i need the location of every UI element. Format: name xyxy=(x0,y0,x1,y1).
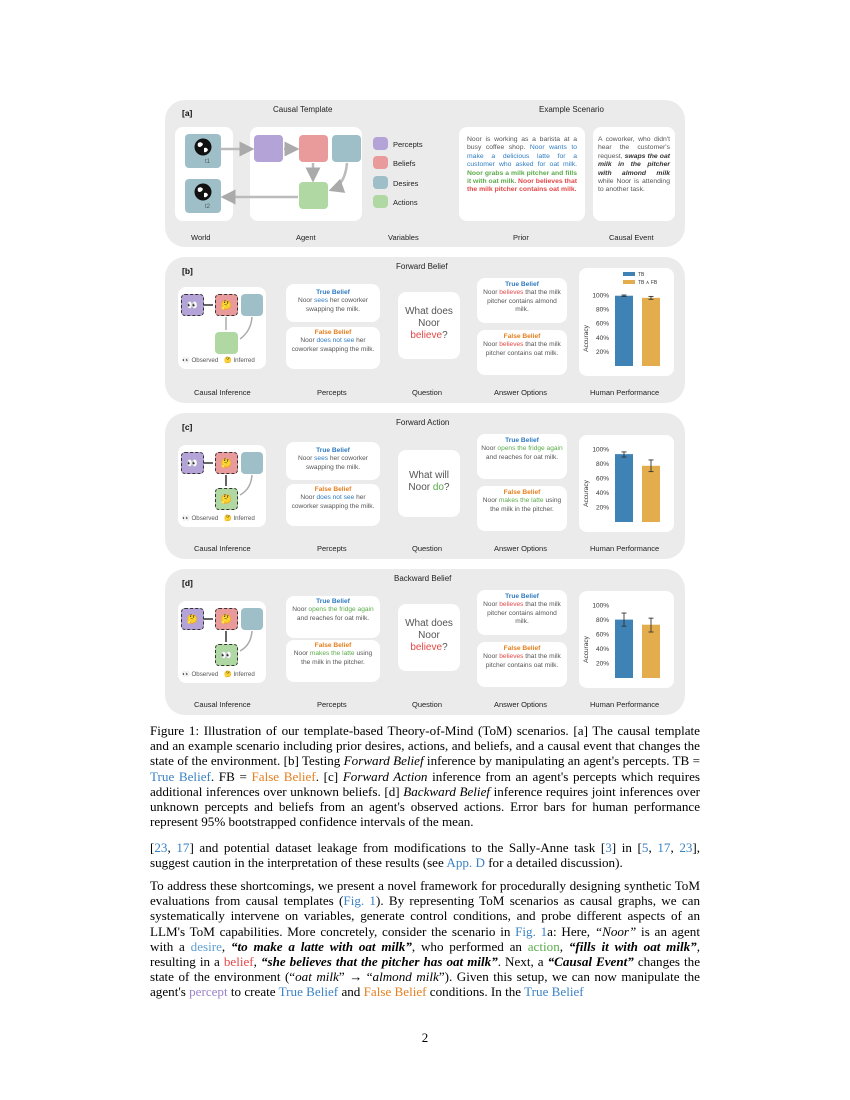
false-belief-link[interactable]: False Belief xyxy=(251,768,316,784)
panel-c xyxy=(165,413,685,559)
y-tick-label: 40% xyxy=(595,490,609,498)
col-label-question: Question xyxy=(412,700,443,709)
bar xyxy=(642,625,660,678)
body-text: a: Here, xyxy=(547,923,595,939)
body-text: is an agent with a xyxy=(150,923,700,954)
time-label-t1: t1 xyxy=(205,159,211,165)
figure-link[interactable]: Fig. 1 xyxy=(343,893,376,909)
bar xyxy=(615,296,633,366)
answer-true-belief-card xyxy=(477,434,567,479)
question-text xyxy=(398,292,460,342)
answer-true-belief xyxy=(477,590,567,627)
y-tick-label: 40% xyxy=(595,334,609,342)
legend-inferred xyxy=(224,671,255,679)
causal-event-sentence-3: while Noor is attending to another task. xyxy=(598,178,670,194)
question-card xyxy=(398,450,460,517)
percept-false-belief xyxy=(286,484,380,511)
question-part-1: What does xyxy=(405,306,453,317)
false-belief-heading: False Belief xyxy=(503,645,541,652)
question-mark: ? xyxy=(444,482,450,493)
body-italic: “she believes that the pitcher has oat milk” xyxy=(260,954,498,970)
legend-beliefs: Beliefs xyxy=(393,159,416,168)
body-text: , xyxy=(221,938,231,954)
human-performance-chart xyxy=(579,591,674,688)
thinking-face-icon: 🤔 xyxy=(220,458,233,468)
col-label-question: Question xyxy=(412,388,443,397)
question-part-1: What does xyxy=(405,618,453,629)
prior-desire: Noor wants to make a delicious latte for a customer who asked for oat milk. xyxy=(467,144,577,169)
body-italic: almond milk xyxy=(372,969,439,985)
body-text: and xyxy=(338,984,364,1000)
prior-text xyxy=(467,136,577,195)
percept-true-belief-card xyxy=(286,284,380,322)
percept-fb-text-1: Noor xyxy=(300,494,317,502)
citation-link[interactable]: 5 xyxy=(641,840,649,855)
eyes-icon: 👀 xyxy=(182,515,190,522)
answer-fb-key: believes xyxy=(499,341,524,349)
percept-tb-key: sees xyxy=(314,297,329,305)
panel-d xyxy=(165,569,685,715)
answer-fb-text-2: using the milk in the pitcher. xyxy=(490,497,562,513)
y-tick-label: 100% xyxy=(592,602,609,610)
bar xyxy=(615,620,633,678)
body-text: , who performed an xyxy=(411,938,528,954)
panel-tag: [d] xyxy=(182,578,193,588)
legend-swatch xyxy=(623,280,635,284)
body-text: for a detailed discussion). xyxy=(484,855,623,871)
y-axis-label: Accuracy xyxy=(583,636,590,663)
panel-tag: [b] xyxy=(182,266,193,276)
answer-tb-text-1: Noor xyxy=(483,601,500,609)
caption-italic: Backward Belief xyxy=(403,783,491,799)
question-part-2: Noor xyxy=(418,318,440,329)
thinking-face-icon: 🤔 xyxy=(186,614,199,624)
figure-caption xyxy=(150,723,700,829)
legend-percepts: Percepts xyxy=(393,140,423,149)
col-label-question: Question xyxy=(412,544,443,553)
true-belief-heading: True Belief xyxy=(316,598,350,605)
causal-event-swap: swaps the oat milk in the pitcher with almond milk xyxy=(598,152,670,177)
percept-true-belief-card xyxy=(286,442,380,480)
percept-true-belief xyxy=(286,442,380,472)
answer-fb-text-2: that the milk pitcher contains oat milk. xyxy=(485,341,561,357)
bar xyxy=(642,298,660,366)
example-scenario-title: Example Scenario xyxy=(539,105,604,114)
col-label-causal-event: Causal Event xyxy=(609,233,654,242)
col-label-causal-inference: Causal Inference xyxy=(194,700,251,709)
body-text: , resulting in a xyxy=(150,938,700,970)
body-text: , xyxy=(670,840,680,855)
answer-tb-text-1: Noor xyxy=(483,289,500,297)
percept-fb-text-1: Noor xyxy=(293,650,310,658)
caption-italic: Forward Belief xyxy=(343,753,424,769)
legend-label: TB xyxy=(638,272,645,278)
answer-tb-text-2: that the milk pitcher contains almond milk. xyxy=(487,601,561,626)
true-belief-heading: True Belief xyxy=(505,281,539,288)
y-tick-label: 80% xyxy=(595,616,609,624)
y-tick-label: 60% xyxy=(595,631,609,639)
caption-italic: Forward Action xyxy=(342,768,428,784)
percept-false-belief-card xyxy=(286,640,380,682)
body-text: , xyxy=(167,840,177,855)
body-italic: “to make a latte with oat milk” xyxy=(230,938,412,954)
percept-false-belief xyxy=(286,640,380,667)
causal-event-text xyxy=(598,136,670,195)
answer-tb-key: opens the fridge again xyxy=(497,445,563,453)
prior-belief: Noor believes that the milk pitcher contains oat milk. xyxy=(467,178,577,194)
body-text: , xyxy=(648,840,658,855)
col-label-causal-inference: Causal Inference xyxy=(194,388,251,397)
body-text: ” → “ xyxy=(338,969,373,985)
body-text: . Next, a xyxy=(497,954,548,970)
percept-true-belief-card xyxy=(286,596,380,638)
human-performance-card xyxy=(579,268,674,376)
answer-false-belief xyxy=(477,330,567,358)
panel-title: Forward Belief xyxy=(396,262,448,271)
answer-fb-text-1: Noor xyxy=(483,341,500,349)
caption-text: inference from an agent's percepts which requires additional inferences over unknown beliefs. [d] xyxy=(150,768,701,799)
col-label-answer-options: Answer Options xyxy=(494,388,547,397)
percept-fb-text-2: her coworker swapping the milk. xyxy=(291,494,375,510)
legend-inferred-label: Inferred xyxy=(233,515,255,522)
thinking-face-icon: 🤔 xyxy=(224,357,232,364)
desire-term: desire xyxy=(190,938,222,954)
legend-inferred xyxy=(224,357,255,365)
causal-inference-card xyxy=(178,287,266,369)
false-belief-heading: False Belief xyxy=(314,642,352,649)
percept-tb-text-1: Noor xyxy=(292,606,309,614)
citation-link[interactable]: 3 xyxy=(605,840,612,855)
legend-inferred-label: Inferred xyxy=(233,671,255,678)
answer-true-belief-card xyxy=(477,590,567,635)
answer-tb-key: believes xyxy=(499,289,524,297)
y-tick-label: 100% xyxy=(592,446,609,454)
time-label-t2: t2 xyxy=(205,204,211,210)
false-belief-heading: False Belief xyxy=(503,489,541,496)
caption-text: Figure 1: Illustration of our template-based Theory-of-Mind (ToM) scenarios. [a] The causal template and an example scenario including prior desires, actions, and beliefs, and a causal event that changes the state of the environment. [b] Testing xyxy=(150,723,700,769)
percept-tb-key: sees xyxy=(314,455,329,463)
legend-actions-swatch xyxy=(373,195,388,208)
body-text: To address these shortcomings, we present a novel framework for procedurally designing synthetic ToM evaluations from causal templates ( xyxy=(150,878,700,909)
panel-b xyxy=(165,257,685,403)
bar xyxy=(615,454,633,522)
percept-fb-text-1: Noor xyxy=(300,337,317,345)
answer-tb-text-2: that the milk pitcher contains almond milk. xyxy=(487,289,561,314)
percept-false-belief-card xyxy=(286,484,380,526)
percept-fb-text-2: her coworker swapping the milk. xyxy=(291,337,375,353)
question-part-2: Noor xyxy=(408,482,433,493)
eyes-icon: 👀 xyxy=(186,458,199,468)
causal-template-title: Causal Template xyxy=(273,105,333,114)
answer-fb-key: believes xyxy=(499,653,524,661)
answer-true-belief xyxy=(477,434,567,462)
body-text: [ xyxy=(150,840,155,855)
legend-desires: Desires xyxy=(393,179,419,188)
percept-tb-text-1: Noor xyxy=(297,455,315,463)
col-label-variables: Variables xyxy=(388,233,419,242)
appendix-link[interactable]: App. D xyxy=(446,855,485,871)
question-key: believe xyxy=(410,330,443,341)
belief-term: belief xyxy=(223,954,254,970)
col-label-world: World xyxy=(191,233,211,242)
eyes-icon: 👀 xyxy=(182,671,190,678)
col-label-causal-inference: Causal Inference xyxy=(194,544,251,553)
body-text: ”). Given this setup, we can now manipulate the agent's xyxy=(150,969,700,1000)
percept-false-belief xyxy=(286,327,380,354)
body-paragraph-1 xyxy=(150,840,700,870)
percept-tb-text-2: and reaches for oat milk. xyxy=(296,614,370,622)
percept-true-belief xyxy=(286,596,380,623)
percept-term: percept xyxy=(189,984,228,1000)
true-belief-heading: True Belief xyxy=(316,289,350,296)
question-key: do xyxy=(432,482,444,493)
causal-event-card xyxy=(593,127,675,221)
thinking-face-icon: 🤔 xyxy=(220,494,233,504)
caption-text: inference requires joint inferences over unknown percepts and beliefs from an agent's observed actions. Error bars for human performance represent 95% bootstrapped confidence intervals of the mean. xyxy=(150,783,700,830)
y-axis-label: Accuracy xyxy=(583,325,590,352)
legend-percepts-swatch xyxy=(373,137,388,150)
legend-observed-label: Observed xyxy=(191,671,219,678)
y-tick-label: 20% xyxy=(595,660,609,668)
body-text: conditions. In the xyxy=(426,984,525,1000)
citation-link[interactable]: 17 xyxy=(176,840,190,855)
question-text xyxy=(398,604,460,654)
body-text: , xyxy=(253,954,261,970)
percept-tb-text-2: her coworker swapping the milk. xyxy=(305,455,368,471)
false-belief-heading: False Belief xyxy=(314,486,352,493)
y-tick-label: 80% xyxy=(595,460,609,468)
body-text: to create xyxy=(227,984,279,1000)
legend-observed xyxy=(182,357,218,365)
body-text: ). By representing ToM scenarios as causal graphs, we can systematically intervene on variables, generate control conditions, and probe different aspects of an LLM's ToM capabilities. More concretely, consider the scenario in xyxy=(150,893,700,939)
panel-a xyxy=(165,100,685,247)
body-text: ], suggest caution in the interpretation of these results (see xyxy=(150,840,701,871)
causal-inference-card xyxy=(178,601,266,683)
percept-false-belief-card xyxy=(286,327,380,369)
body-italic: oat milk xyxy=(295,969,339,985)
y-axis-label: Accuracy xyxy=(583,480,590,507)
body-text: ] in [ xyxy=(611,840,642,855)
answer-fb-key: makes the latte xyxy=(498,497,544,505)
answer-false-belief-card xyxy=(477,486,567,531)
question-mark: ? xyxy=(442,330,448,341)
legend-inferred-label: Inferred xyxy=(233,357,255,364)
answer-fb-text-1: Noor xyxy=(483,653,500,661)
question-key: believe xyxy=(410,642,443,653)
panel-title: Backward Belief xyxy=(394,574,452,583)
legend-observed-label: Observed xyxy=(191,515,219,522)
eyes-icon: 👀 xyxy=(186,300,199,310)
human-performance-card xyxy=(579,591,674,688)
caption-text: . [c] xyxy=(315,768,343,784)
figure-link[interactable]: Fig. 1 xyxy=(515,923,548,939)
prior-card xyxy=(459,127,585,221)
y-tick-label: 20% xyxy=(595,349,609,357)
body-text: , xyxy=(559,938,569,954)
legend-desires-swatch xyxy=(373,176,388,189)
false-belief-term: False Belief xyxy=(363,984,427,1000)
answer-false-belief xyxy=(477,642,567,670)
answer-false-belief-card xyxy=(477,330,567,375)
question-text xyxy=(398,450,460,494)
eyes-icon: 👀 xyxy=(220,650,233,660)
human-performance-card xyxy=(579,435,674,532)
col-label-answer-options: Answer Options xyxy=(494,700,547,709)
question-card xyxy=(398,292,460,359)
percept-fb-key: makes the latte xyxy=(309,650,355,658)
col-label-percepts: Percepts xyxy=(317,544,347,553)
legend-inferred xyxy=(224,515,255,523)
true-belief-heading: True Belief xyxy=(505,593,539,600)
true-belief-heading: True Belief xyxy=(505,437,539,444)
y-tick-label: 20% xyxy=(595,504,609,512)
page-number: 2 xyxy=(421,1030,429,1045)
col-label-prior: Prior xyxy=(513,233,529,242)
citation-link[interactable]: 23 xyxy=(154,840,168,855)
col-label-percepts: Percepts xyxy=(317,700,347,709)
prior-sentence-1: Noor is working as a barista at a busy coffee shop. xyxy=(467,136,577,152)
answer-fb-text-1: Noor xyxy=(482,497,499,505)
y-tick-label: 60% xyxy=(595,320,609,328)
prior-action: Noor grabs a milk pitcher and fills it with oat milk. xyxy=(467,169,577,186)
false-belief-heading: False Belief xyxy=(314,329,352,336)
col-label-answer-options: Answer Options xyxy=(494,544,547,553)
percept-tb-text-2: her coworker swapping the milk. xyxy=(305,297,368,313)
thinking-face-icon: 🤔 xyxy=(220,300,233,310)
col-label-percepts: Percepts xyxy=(317,388,347,397)
question-mark: ? xyxy=(442,642,448,653)
panel-title: Forward Action xyxy=(396,418,450,427)
col-label-agent: Agent xyxy=(296,233,316,242)
thinking-face-icon: 🤔 xyxy=(224,515,232,522)
percept-fb-text-2: using the milk in the pitcher. xyxy=(301,650,373,666)
y-tick-label: 40% xyxy=(595,646,609,654)
col-label-human-performance: Human Performance xyxy=(590,544,660,553)
answer-tb-text-2: and reaches for oat milk. xyxy=(485,453,559,461)
answer-fb-text-2: that the milk pitcher contains oat milk. xyxy=(485,653,561,669)
answer-true-belief xyxy=(477,278,567,315)
thinking-face-icon: 🤔 xyxy=(224,671,232,678)
body-text: ] and potential dataset leakage from modifications to the Sally-Anne task [ xyxy=(189,840,606,855)
legend-observed xyxy=(182,515,218,523)
legend-actions: Actions xyxy=(393,198,418,207)
human-performance-chart xyxy=(579,268,674,376)
percept-tb-key: opens the fridge again xyxy=(308,606,374,614)
answer-false-belief xyxy=(477,486,567,514)
percept-true-belief xyxy=(286,284,380,314)
caption-text: . FB = xyxy=(210,768,252,784)
body-text: changes the state of the environment (“ xyxy=(150,954,701,985)
true-belief-link[interactable]: True Belief xyxy=(150,768,211,784)
panel-tag: [a] xyxy=(182,108,193,118)
legend-swatch xyxy=(623,272,635,276)
percept-fb-key: does not see xyxy=(316,337,355,345)
y-tick-label: 80% xyxy=(595,306,609,314)
y-tick-label: 60% xyxy=(595,475,609,483)
causal-inference-card xyxy=(178,445,266,527)
thinking-face-icon: 🤔 xyxy=(220,614,233,624)
caption-text: inference by manipulating an agent's percepts. TB = xyxy=(423,753,700,769)
body-italic: “fills it with oat milk” xyxy=(568,938,697,954)
col-label-human-performance: Human Performance xyxy=(590,700,660,709)
answer-false-belief-card xyxy=(477,642,567,687)
eyes-icon: 👀 xyxy=(182,357,190,364)
causal-event-sentence-1: A coworker, who didn't hear the customer's request, xyxy=(598,136,670,160)
legend-observed-label: Observed xyxy=(191,357,219,364)
citation-link[interactable]: 23 xyxy=(679,840,693,855)
citation-link[interactable]: 17 xyxy=(657,840,671,855)
answer-tb-text-1: Noor xyxy=(481,445,498,453)
true-belief-term: True Belief xyxy=(278,984,339,1000)
answer-tb-key: believes xyxy=(499,601,524,609)
true-belief-term: True Belief xyxy=(524,984,584,1000)
body-paragraph-2 xyxy=(150,878,700,1000)
y-tick-label: 100% xyxy=(592,292,609,300)
false-belief-heading: False Belief xyxy=(503,333,541,340)
panel-tag: [c] xyxy=(182,422,193,432)
legend-observed xyxy=(182,671,218,679)
col-label-human-performance: Human Performance xyxy=(590,388,660,397)
body-italic: “Causal Event” xyxy=(547,954,634,970)
answer-true-belief-card xyxy=(477,278,567,323)
action-term: action xyxy=(527,938,560,954)
human-performance-chart xyxy=(579,435,674,532)
true-belief-heading: True Belief xyxy=(316,447,350,454)
body-italic: “Noor” xyxy=(594,923,637,939)
question-part-2: Noor xyxy=(418,630,440,641)
percept-tb-text-1: Noor xyxy=(297,297,315,305)
bar xyxy=(642,466,660,522)
legend-beliefs-swatch xyxy=(373,156,388,169)
percept-fb-key: does not see xyxy=(316,494,355,502)
question-card xyxy=(398,604,460,671)
legend-label: TB ∧ FB xyxy=(638,280,658,286)
question-part-1: What will xyxy=(408,470,449,481)
